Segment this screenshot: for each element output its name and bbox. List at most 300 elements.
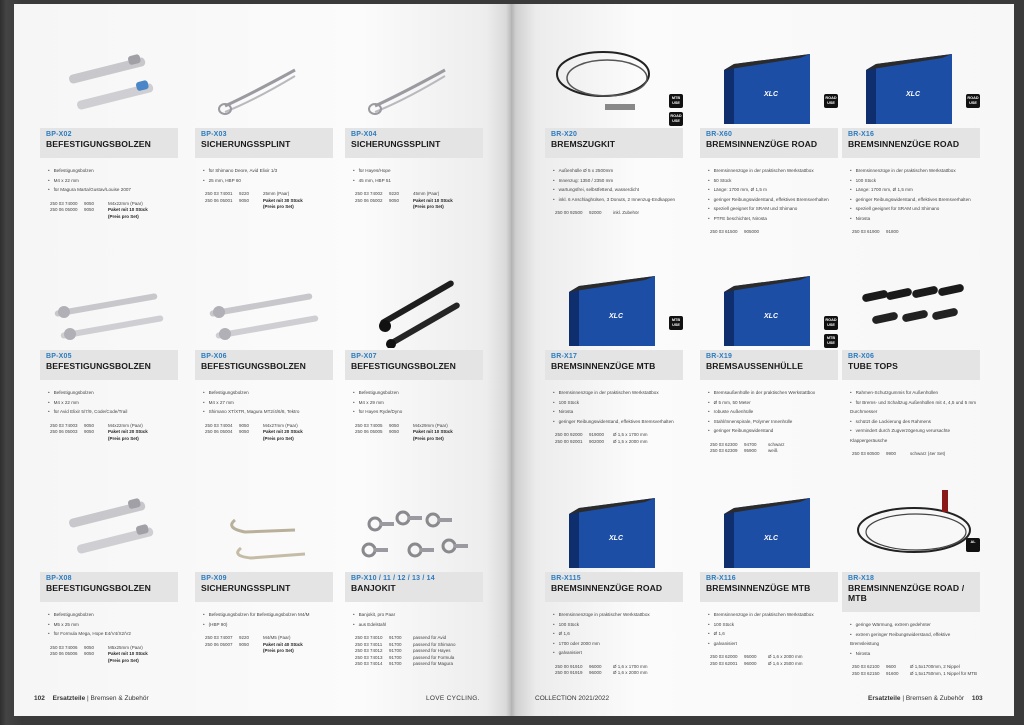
sku-article-number: 250 03 74005 bbox=[355, 422, 383, 428]
feature-text: 25 mm, HBP 60 bbox=[208, 177, 241, 183]
sku-price-code: 9050 bbox=[239, 197, 250, 203]
product-card bbox=[700, 484, 838, 667]
feature-text: für Brems- und Schaltzug Außenhüllen mit 4, 4,5 und 5 mm Durchmesser bbox=[850, 399, 977, 414]
product-image bbox=[345, 40, 483, 126]
svg-text:XLC: XLC bbox=[764, 535, 778, 542]
feature-text: 100 Stück bbox=[558, 399, 580, 405]
sku-price-code: 9050 bbox=[389, 429, 400, 435]
feature-item bbox=[850, 204, 980, 214]
svg-text:XLC: XLC bbox=[764, 313, 778, 320]
sku-article-number: 250 00 92000 bbox=[555, 432, 583, 437]
feature-text: PTFE beschichtet, Nirosta bbox=[713, 215, 767, 221]
sku-row bbox=[205, 648, 333, 655]
product-image bbox=[545, 484, 683, 570]
product-card bbox=[842, 484, 980, 677]
product-header bbox=[40, 350, 178, 380]
feature-item bbox=[48, 166, 178, 176]
sku-price-code: 91700 bbox=[389, 654, 402, 660]
sku-row bbox=[355, 191, 483, 198]
sku-row bbox=[555, 670, 683, 677]
sku-table bbox=[205, 191, 333, 211]
sku-row bbox=[852, 664, 980, 671]
sku-row bbox=[355, 436, 483, 443]
sku-price-code bbox=[84, 214, 108, 221]
sku-row bbox=[555, 432, 683, 439]
sku-price-code bbox=[389, 436, 413, 443]
product-code: BR-X16 bbox=[848, 131, 875, 138]
feature-text: Befestigungsbolzen für Befestigungsbolzen M4/M bbox=[208, 612, 310, 617]
feature-item bbox=[708, 629, 838, 639]
sku-article-number bbox=[205, 436, 239, 443]
product-code: BP-X02 bbox=[46, 131, 72, 138]
product-code: BP-X05 bbox=[46, 353, 72, 360]
sku-description bbox=[910, 671, 980, 678]
sku-description bbox=[413, 661, 483, 668]
sku-price-code: 91700 bbox=[389, 648, 402, 654]
feature-item bbox=[48, 398, 178, 408]
feature-text: speziell geeignet für SRAM und Shimano bbox=[855, 206, 940, 211]
sku-row bbox=[355, 198, 483, 205]
sku-description-text: Paket mit 40 Stück bbox=[263, 641, 303, 647]
tubes-illustration bbox=[842, 262, 980, 348]
sku-row bbox=[555, 664, 683, 671]
feature-item bbox=[48, 185, 178, 195]
feature-text: Bremsinnenzüge in der praktischen Werkstattbox bbox=[558, 390, 659, 395]
svg-text:XLC: XLC bbox=[906, 91, 920, 98]
product-name: BEFESTIGUNGSBOLZEN bbox=[351, 361, 456, 371]
sku-description bbox=[910, 451, 980, 458]
product-image bbox=[842, 262, 980, 348]
feature-item bbox=[850, 426, 980, 445]
sku-description bbox=[108, 423, 178, 430]
feature-item bbox=[850, 398, 980, 417]
product-header bbox=[700, 128, 838, 158]
product-card bbox=[700, 40, 838, 236]
sku-description bbox=[613, 439, 683, 446]
product-code: BP-X07 bbox=[351, 353, 377, 360]
feature-item bbox=[708, 407, 838, 417]
sku-description-text: Ø 1,6 x 2000 mm bbox=[613, 670, 648, 676]
sku-description-text: passend für Hayes bbox=[413, 648, 451, 654]
sku-article-number: 250 03 62309 bbox=[710, 448, 738, 454]
sku-description-text: Ø 1,6 x 2500 mm bbox=[768, 660, 803, 666]
product-features bbox=[850, 166, 980, 223]
product-name: BANJOKIT bbox=[351, 583, 396, 593]
sku-row bbox=[50, 651, 178, 658]
sku-row bbox=[355, 429, 483, 436]
sku-description-text: Ø 1,5x1750mm, 1 Nippel für MTB bbox=[910, 670, 978, 676]
sku-price-code: 9050 bbox=[84, 644, 95, 650]
product-name: SICHERUNGSSPLINT bbox=[351, 139, 441, 149]
product-image bbox=[40, 40, 178, 126]
sku-description bbox=[108, 201, 178, 208]
product-features bbox=[708, 166, 838, 223]
box-illustration bbox=[842, 40, 980, 126]
sku-description bbox=[413, 648, 483, 655]
product-card bbox=[700, 262, 838, 455]
sku-article-number: 250 03 74014 bbox=[355, 661, 383, 667]
sku-row bbox=[50, 214, 178, 221]
sku-description bbox=[413, 635, 483, 642]
sku-description-text: (Preis pro Set) bbox=[108, 657, 139, 663]
sku-description bbox=[413, 429, 483, 436]
box-illustration bbox=[545, 484, 683, 570]
sku-description bbox=[263, 429, 333, 436]
sku-article-number: 250 03 74007 bbox=[205, 635, 233, 640]
sku-table bbox=[852, 229, 980, 236]
feature-item bbox=[553, 195, 683, 205]
sku-row bbox=[50, 436, 178, 443]
product-header bbox=[195, 128, 333, 158]
sku-table bbox=[555, 210, 683, 217]
product-header bbox=[842, 350, 980, 380]
sku-article-number: 250 00 91919 bbox=[555, 670, 583, 676]
feature-text: Außenhülle Ø 5 x 2500mm bbox=[558, 168, 614, 173]
sku-description bbox=[108, 436, 178, 443]
sku-description-text: (Preis pro Set) bbox=[263, 204, 294, 210]
sku-row bbox=[710, 661, 838, 668]
feature-item bbox=[553, 166, 683, 176]
left-footer-slogan: LOVE CYCLING. bbox=[426, 695, 480, 702]
product-header bbox=[345, 350, 483, 380]
sku-description-text: M4x29mm (Paar) bbox=[413, 422, 448, 428]
sku-description-text: Paket mit 30 Stück bbox=[263, 197, 303, 203]
feature-text: für Magura Marta/Gustav/Louise 2007 bbox=[53, 187, 131, 192]
sku-description-text: passend für Magura bbox=[413, 661, 454, 667]
sku-article-number: 250 03 74013 bbox=[355, 654, 383, 660]
product-card bbox=[545, 40, 683, 217]
sku-price-code: 9050 bbox=[389, 197, 400, 203]
product-code: BP-X04 bbox=[351, 131, 377, 138]
sku-row bbox=[205, 204, 333, 211]
product-card bbox=[345, 40, 483, 211]
sku-description-text: (Preis pro Set) bbox=[108, 435, 139, 441]
product-image bbox=[195, 484, 333, 570]
product-code: BR-X116 bbox=[706, 575, 736, 582]
feature-item bbox=[850, 176, 980, 186]
sku-row bbox=[355, 635, 483, 642]
pin-illustration bbox=[345, 40, 483, 126]
feature-item bbox=[203, 620, 333, 630]
feature-text: Banjokit, pro Paar bbox=[358, 612, 396, 617]
feature-text: Nirosta bbox=[855, 650, 871, 656]
sku-row bbox=[555, 210, 683, 217]
sku-description-text: passend für Shimano bbox=[413, 641, 456, 647]
product-header bbox=[842, 128, 980, 158]
sku-table bbox=[852, 664, 980, 677]
product-name: BREMSINNENZÜGE ROAD bbox=[551, 583, 663, 593]
product-features bbox=[48, 388, 178, 417]
feature-text: M4 x 29 mm bbox=[358, 399, 384, 405]
feature-text: Befestigungsbolzen bbox=[358, 390, 399, 395]
feature-text: Innenzug: 1350 / 2350 mm bbox=[558, 177, 614, 183]
sku-description-text: Paket mit 20 Stück bbox=[263, 429, 303, 435]
feature-text: Bremsinnenzüge in praktischer Werkstattbox bbox=[558, 612, 650, 617]
product-image bbox=[345, 484, 483, 570]
sku-table bbox=[205, 423, 333, 443]
feature-text: Shimano XT/XTR, Magura MT2/4/6/8, Tektro bbox=[208, 409, 300, 414]
sku-description bbox=[413, 198, 483, 205]
sku-description bbox=[108, 658, 178, 665]
sku-description-text: passend für Formula bbox=[413, 654, 455, 660]
sku-description-text: Paket mit 10 Stück bbox=[108, 207, 148, 213]
sku-description bbox=[108, 207, 178, 214]
feature-text: Ø 1,6 bbox=[558, 631, 570, 636]
sku-article-number bbox=[50, 658, 84, 665]
feature-text: geringer Reibungswiderstand, effektives Bremsverhalten bbox=[713, 196, 829, 202]
sku-description-text: M4x22mm (Paar) bbox=[108, 200, 143, 206]
sku-price-code: 9050 bbox=[84, 200, 95, 206]
sku-article-number bbox=[205, 648, 239, 655]
product-card bbox=[842, 40, 980, 236]
sku-price-code: 91700 bbox=[389, 661, 402, 667]
product-name: BEFESTIGUNGSBOLZEN bbox=[46, 361, 151, 371]
product-header bbox=[545, 128, 683, 158]
sku-description-text: (Preis pro Set) bbox=[263, 648, 294, 654]
feature-item bbox=[553, 176, 683, 186]
sku-description bbox=[613, 210, 683, 217]
feature-text: 50 Stück bbox=[713, 177, 732, 183]
sku-article-number: 250 06 05002 bbox=[355, 197, 383, 203]
product-header bbox=[842, 572, 980, 612]
sku-description-text: Ø 1,5 x 2000 mm bbox=[613, 438, 648, 444]
sku-article-number: 250 03 62100 bbox=[852, 664, 880, 669]
sku-article-number: 250 03 74006 bbox=[50, 644, 78, 650]
sku-article-number bbox=[205, 204, 239, 211]
sku-article-number: 250 06 05003 bbox=[50, 429, 78, 435]
feature-text: galvanisiert bbox=[713, 640, 737, 646]
feature-item bbox=[203, 176, 333, 186]
feature-item bbox=[850, 388, 980, 398]
feature-text: geringe Wärmung, extrem gedehnter bbox=[855, 622, 931, 627]
feature-item bbox=[553, 639, 683, 649]
product-features bbox=[203, 610, 333, 629]
feature-text: für Shimano Deore, Avid Elixir 1/3 bbox=[208, 168, 278, 173]
feature-text: Länge: 1700 mm, Ø 1,5 m bbox=[713, 187, 767, 192]
product-image bbox=[345, 262, 483, 348]
sku-row bbox=[355, 661, 483, 668]
sku-description bbox=[768, 448, 838, 455]
sku-description bbox=[108, 645, 178, 652]
sku-row bbox=[205, 635, 333, 642]
product-features bbox=[850, 620, 980, 658]
sku-article-number bbox=[50, 214, 84, 221]
product-features bbox=[353, 388, 483, 417]
sku-description-text: Ø 1,5x1700mm, 2 Nippel bbox=[910, 664, 960, 669]
right-footer: Ersatzteile | Bremsen & Zubehör 103 bbox=[868, 695, 983, 702]
sku-price-code: 905000 bbox=[744, 229, 760, 234]
feature-item bbox=[48, 176, 178, 186]
sku-article-number: 250 06 05001 bbox=[205, 197, 233, 203]
sku-table bbox=[710, 442, 838, 455]
feature-item bbox=[48, 388, 178, 398]
product-header bbox=[195, 572, 333, 602]
sku-article-number: 250 06 05006 bbox=[50, 651, 78, 657]
bolt-long-illustration bbox=[195, 262, 333, 348]
feature-item bbox=[850, 620, 980, 630]
sku-table bbox=[355, 191, 483, 211]
product-header bbox=[700, 572, 838, 602]
sku-description-text: schwarz bbox=[768, 441, 785, 447]
feature-text: geringer Reibungswiderstand, effektives Bremsverhalten bbox=[558, 418, 674, 424]
feature-text: geringer Reibungswiderstand bbox=[713, 428, 774, 433]
sku-table bbox=[50, 645, 178, 665]
bolt-blue-illustration bbox=[40, 40, 178, 126]
feature-text: Bremsaußenhülle in der praktischen Werkstattbox bbox=[713, 390, 816, 395]
sku-description-text: (Preis pro Set) bbox=[413, 204, 444, 210]
feature-text: M4 x 22 mm bbox=[53, 399, 79, 405]
product-image bbox=[545, 262, 683, 348]
product-name: TUBE TOPS bbox=[848, 361, 898, 371]
sku-row bbox=[50, 429, 178, 436]
sku-price-code: 902000 bbox=[589, 438, 605, 444]
sku-article-number bbox=[50, 436, 84, 443]
feature-text: schützt die Lackierung des Rahmens bbox=[855, 418, 931, 424]
box-illustration bbox=[700, 484, 838, 570]
product-name: BREMSINNENZÜGE ROAD bbox=[706, 139, 818, 149]
product-card bbox=[195, 40, 333, 211]
sku-article-number: 250 00 92001 bbox=[555, 438, 583, 444]
sku-row bbox=[205, 191, 333, 198]
feature-text: wartungsfrei, selbstfettend, wasserdicht bbox=[558, 187, 640, 192]
feature-text: 45 mm, HBP 51 bbox=[358, 177, 391, 183]
feature-item bbox=[353, 398, 483, 408]
svg-text:XLC: XLC bbox=[764, 91, 778, 98]
left-footer-section: Ersatzteile bbox=[52, 695, 86, 702]
bolt-long-illustration bbox=[40, 262, 178, 348]
feature-item bbox=[203, 407, 333, 417]
sku-price-code: 9220 bbox=[389, 191, 400, 196]
box-illustration bbox=[700, 262, 838, 348]
feature-text: Bremsinnenzüge in der praktischen Werkstattbox bbox=[713, 168, 814, 173]
product-name: BREMSAUSSENHÜLLE bbox=[706, 361, 804, 371]
feature-text: Rahmen-Schutzgummis für Außenhüllen bbox=[855, 390, 939, 395]
sku-row bbox=[205, 423, 333, 430]
sku-price-code: 96000 bbox=[744, 660, 757, 666]
feature-text: Befestigungsbolzen bbox=[53, 390, 94, 395]
feature-item bbox=[353, 610, 483, 620]
feature-text: Stahl/Innenspirale, Polymer Innenhülle bbox=[713, 418, 793, 424]
sku-description-text: schwarz (4er Set) bbox=[910, 451, 946, 456]
feature-item bbox=[708, 610, 838, 620]
product-header bbox=[345, 572, 483, 602]
sku-description bbox=[910, 229, 980, 236]
sku-description-text: M4/M5 (Paar) bbox=[263, 635, 291, 640]
sku-price-code: 95900 bbox=[744, 448, 757, 454]
sku-article-number: 250 03 74003 bbox=[50, 422, 78, 428]
feature-item bbox=[708, 426, 838, 436]
product-features bbox=[553, 610, 683, 658]
sku-table bbox=[355, 635, 483, 668]
sku-description-text: (Preis pro Set) bbox=[413, 435, 444, 441]
feature-text: Ø 5 mm, 50 Meter bbox=[713, 399, 751, 405]
sku-price-code: 91600 bbox=[886, 670, 899, 676]
product-card bbox=[40, 40, 178, 220]
sku-price-code: 95000 bbox=[744, 654, 757, 659]
feature-item bbox=[708, 176, 838, 186]
feature-item bbox=[48, 610, 178, 620]
sku-price-code: 9220 bbox=[239, 635, 250, 640]
feature-text: Befestigungsbolzen bbox=[53, 612, 94, 617]
feature-item bbox=[203, 166, 333, 176]
product-name: BREMSINNENZÜGE ROAD bbox=[848, 139, 960, 149]
bolt2-illustration bbox=[40, 484, 178, 570]
feature-item bbox=[203, 398, 333, 408]
product-header bbox=[40, 572, 178, 602]
product-header bbox=[345, 128, 483, 158]
feature-text: Bremsinnenzüge in der praktischen Werkstattbox bbox=[855, 168, 956, 173]
product-code: BR-X18 bbox=[848, 575, 875, 582]
feature-item bbox=[553, 620, 683, 630]
feature-item bbox=[850, 649, 980, 659]
sku-description bbox=[263, 436, 333, 443]
sku-price-code: 9050 bbox=[239, 429, 250, 435]
feature-text: Nirosta bbox=[855, 215, 871, 221]
sku-price-code bbox=[389, 204, 413, 211]
sku-price-code: 9050 bbox=[239, 422, 250, 428]
sku-description bbox=[263, 204, 333, 211]
sku-description-text: M4x22mm (Paar) bbox=[108, 422, 143, 428]
product-card bbox=[842, 262, 980, 458]
sku-description bbox=[413, 655, 483, 662]
sku-article-number: 250 06 05000 bbox=[50, 207, 78, 213]
sku-article-number: 250 03 74004 bbox=[205, 422, 233, 428]
sku-description bbox=[108, 651, 178, 658]
product-card bbox=[545, 262, 683, 445]
sku-description bbox=[413, 436, 483, 443]
product-name: SICHERUNGSSPLINT bbox=[201, 583, 291, 593]
sku-price-code bbox=[239, 648, 263, 655]
feature-item bbox=[553, 398, 683, 408]
product-name: BREMSINNENZÜGE MTB bbox=[706, 583, 811, 593]
product-code: BR-X20 bbox=[551, 131, 578, 138]
feature-item bbox=[48, 620, 178, 630]
sku-table bbox=[50, 423, 178, 443]
product-image bbox=[842, 484, 980, 570]
product-image bbox=[195, 40, 333, 126]
feature-item bbox=[353, 407, 483, 417]
feature-item bbox=[850, 417, 980, 427]
feature-text: für Avid Elixir 5/7/9, Code/Code/Trail bbox=[53, 409, 128, 414]
sku-description-text: Ø 1,6 x 2000 mm bbox=[768, 654, 803, 659]
cable-kit-illustration bbox=[545, 40, 683, 126]
feature-text: vermindert durch Zugverzögerung verursachte Klappergeräusche bbox=[850, 428, 951, 443]
sku-description bbox=[413, 191, 483, 198]
sku-description bbox=[613, 670, 683, 677]
sku-price-code: 9220 bbox=[239, 191, 250, 196]
sku-row bbox=[50, 658, 178, 665]
sku-article-number bbox=[355, 436, 389, 443]
feature-item bbox=[553, 610, 683, 620]
product-header bbox=[545, 572, 683, 602]
sku-description bbox=[413, 642, 483, 649]
use-badge: ROAD USE bbox=[824, 316, 838, 330]
clip-illustration bbox=[195, 484, 333, 570]
feature-text: Nirosta bbox=[558, 409, 574, 414]
sku-price-code: 96000 bbox=[589, 670, 602, 676]
feature-item bbox=[553, 388, 683, 398]
product-card bbox=[195, 262, 333, 442]
feature-item bbox=[850, 195, 980, 205]
sku-description-text: M4x27mm (Paar) bbox=[263, 422, 298, 428]
sku-description bbox=[910, 664, 980, 671]
product-image bbox=[842, 40, 980, 126]
feature-item bbox=[708, 185, 838, 195]
sku-description-text: (Preis pro Set) bbox=[108, 213, 139, 219]
left-page-number: 102 bbox=[34, 695, 45, 702]
use-badge: ROAD USE bbox=[669, 112, 683, 126]
feature-text: für Formula Mega, Hope E4/V4/X2/V2 bbox=[53, 631, 131, 636]
